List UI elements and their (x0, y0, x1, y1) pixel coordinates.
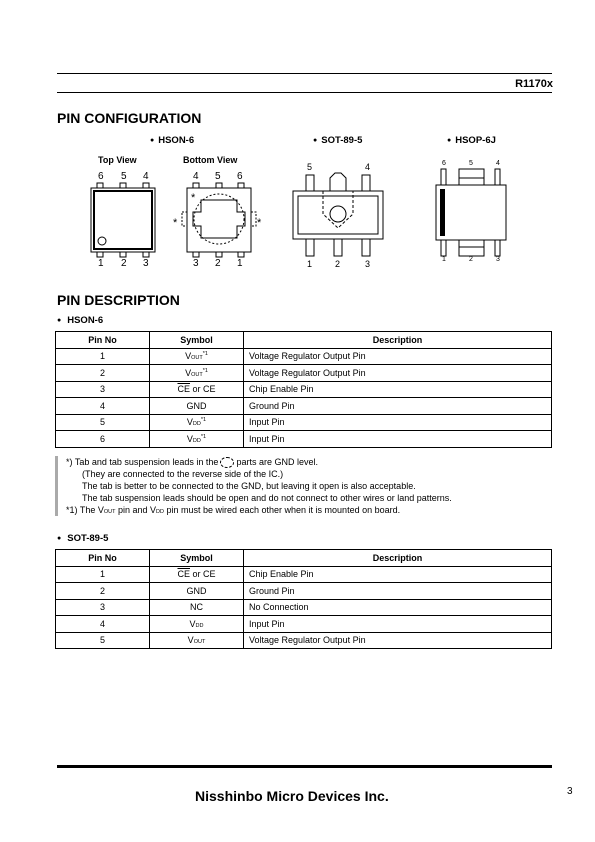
pin-no-cell: 6 (56, 431, 150, 448)
pin-configuration-title: PIN CONFIGURATION (57, 110, 202, 126)
description-cell: Chip Enable Pin (244, 381, 552, 398)
hsop-package-label: ● HSOP-6J (447, 135, 496, 146)
sot-table-label: ● SOT-89-5 (57, 533, 108, 544)
top-view-label: Top View (98, 155, 137, 165)
notes-box (55, 456, 552, 516)
pin-number: 5 (307, 162, 313, 172)
pin-number: 1 (237, 258, 243, 269)
hson-table-label: ● HSON-6 (57, 315, 103, 326)
note-line: *1) The VOUT pin and VDD pin must be wired each other when it is mounted on board. (66, 505, 401, 516)
symbol-cell: GND (150, 583, 244, 600)
pin-no-cell: 1 (56, 566, 150, 583)
hson-top-package-drawing (88, 182, 158, 262)
description-cell: Chip Enable Pin (244, 566, 552, 583)
pin-number: 2 (335, 259, 341, 269)
dashed-circle-icon (220, 457, 234, 468)
tab-asterisk: * (191, 192, 196, 204)
footer-rule (57, 765, 552, 768)
sot-pin-table (55, 549, 552, 649)
tab-asterisk: * (173, 217, 178, 229)
table-row (56, 616, 552, 633)
company-name: Nisshinbo Micro Devices Inc. (195, 788, 389, 804)
part-number: R1170x (515, 78, 553, 90)
header-rule-bottom (57, 92, 552, 93)
symbol-cell: VOUT$^{*1}$ (150, 365, 244, 382)
column-header: Symbol (150, 332, 244, 349)
pin-number: 1 (442, 256, 446, 263)
symbol-cell: $\overline{CE}$ or CE (150, 566, 244, 583)
pin-number: 5 (215, 171, 221, 182)
pin-no-cell: 2 (56, 365, 150, 382)
column-header: Symbol (150, 550, 244, 567)
pin-no-cell: 1 (56, 348, 150, 365)
description-cell: Ground Pin (244, 398, 552, 415)
pin-no-cell: 4 (56, 398, 150, 415)
pin-no-cell: 3 (56, 381, 150, 398)
table-row (56, 414, 552, 431)
pin-number: 3 (496, 256, 500, 263)
pin-no-cell: 5 (56, 414, 150, 431)
description-cell: Input Pin (244, 616, 552, 633)
pin-number: 4 (143, 171, 149, 182)
symbol-cell: VDD$^{*1}$ (150, 431, 244, 448)
tab-asterisk: * (257, 217, 262, 229)
hson-pin-table (55, 331, 552, 448)
description-cell: Ground Pin (244, 583, 552, 600)
symbol-cell: VDD$^{*1}$ (150, 414, 244, 431)
pin-number: 2 (121, 258, 127, 269)
pin-number: 3 (365, 259, 371, 269)
description-cell: Input Pin (244, 431, 552, 448)
symbol-cell: VOUT (150, 632, 244, 649)
pin-no-cell: 4 (56, 616, 150, 633)
table-row (56, 348, 552, 365)
hson-package-label: ● HSON-6 (150, 135, 194, 146)
description-cell: Voltage Regulator Output Pin (244, 632, 552, 649)
sot-package-label: ● SOT-89-5 (313, 135, 362, 146)
table-row (56, 398, 552, 415)
sot-package-drawing (290, 172, 390, 262)
pin-no-cell: 3 (56, 599, 150, 616)
pin-number: 1 (307, 259, 313, 269)
table-row (56, 365, 552, 382)
pin-number: 3 (143, 258, 149, 269)
header-rule (57, 73, 552, 74)
symbol-cell: NC (150, 599, 244, 616)
bottom-view-label: Bottom View (183, 155, 238, 165)
pin-number: 4 (365, 162, 371, 172)
table-row (56, 599, 552, 616)
note-line: The tab is better to be connected to the GND, but leaving it open is also acceptable. (82, 481, 416, 492)
table-row (56, 381, 552, 398)
symbol-cell: VOUT$^{*1}$ (150, 348, 244, 365)
description-cell: No Connection (244, 599, 552, 616)
pin-description-title: PIN DESCRIPTION (57, 292, 180, 308)
table-row (56, 431, 552, 448)
table-row (56, 583, 552, 600)
symbol-cell: $\overline{CE}$ or CE (150, 381, 244, 398)
pin-number: 4 (496, 160, 500, 167)
table-row (56, 632, 552, 649)
pin-no-cell: 2 (56, 583, 150, 600)
note-line: *) Tab and tab suspension leads in the parts are GND level. (66, 457, 318, 467)
description-cell: Voltage Regulator Output Pin (244, 348, 552, 365)
description-cell: Input Pin (244, 414, 552, 431)
pin-number: 2 (469, 256, 473, 263)
pin-number: 3 (193, 258, 199, 269)
pin-number: 4 (193, 171, 199, 182)
pin-number: 6 (442, 160, 446, 167)
pin-number: 5 (121, 171, 127, 182)
column-header: Description (244, 550, 552, 567)
hsop-package-drawing (432, 168, 512, 258)
column-header: Description (244, 332, 552, 349)
pin-number: 6 (237, 171, 243, 182)
note-line: The tab suspension leads should be open and do not connect to other wires or land patterns. (82, 493, 452, 504)
pin-number: 1 (98, 258, 104, 269)
table-row (56, 566, 552, 583)
description-cell: Voltage Regulator Output Pin (244, 365, 552, 382)
pin-number: 5 (469, 160, 473, 167)
pin-no-cell: 5 (56, 632, 150, 649)
note-line: (They are connected to the reverse side of the IC.) (82, 469, 284, 480)
page-number: 3 (567, 786, 573, 797)
symbol-cell: VDD (150, 616, 244, 633)
pin-number: 2 (215, 258, 221, 269)
column-header: Pin No (56, 550, 150, 567)
symbol-cell: GND (150, 398, 244, 415)
pin-number: 6 (98, 171, 104, 182)
column-header: Pin No (56, 332, 150, 349)
